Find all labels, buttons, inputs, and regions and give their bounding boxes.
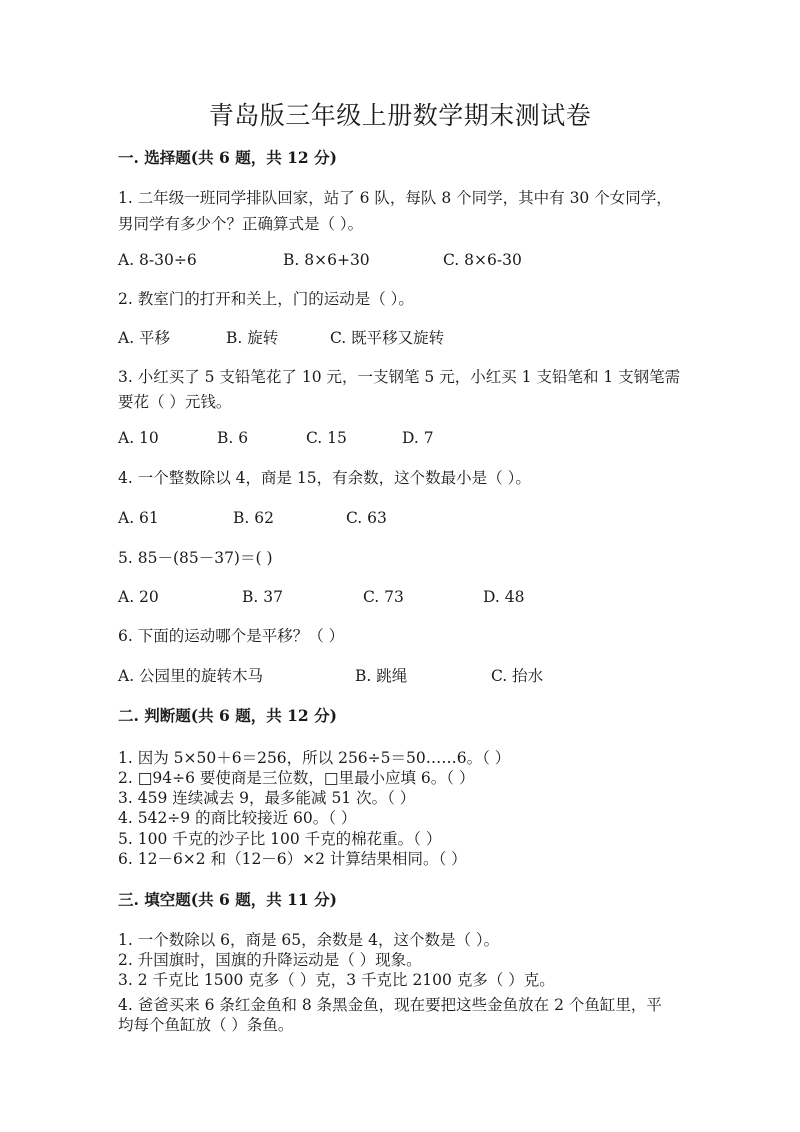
question-4-option-b: B. 62 (233, 509, 274, 527)
fill-item-4-line-1: 4. 爸爸买来 6 条红金鱼和 8 条黑金鱼，现在要把这些金鱼放在 2 个鱼缸里，平 (118, 996, 662, 1014)
question-4-option-a: A. 61 (118, 509, 159, 527)
question-5-option-c: C. 73 (363, 588, 404, 606)
question-6-option-a: A. 公园里的旋转木马 (118, 667, 264, 685)
question-3-option-c: C. 15 (306, 429, 347, 447)
question-3-line-2: 要花（ ）元钱。 (118, 393, 232, 411)
question-6-option-c: C. 抬水 (491, 667, 544, 685)
section-heading-fill-blank: 三. 填空题(共 6 题，共 11 分) (118, 890, 337, 909)
page-title: 青岛版三年级上册数学期末测试卷 (208, 101, 592, 130)
fill-item-4-line-2: 均每个鱼缸放（ ）条鱼。 (118, 1016, 294, 1034)
section-heading-true-false: 二. 判断题(共 6 题，共 12 分) (118, 706, 337, 725)
question-1-line-2: 男同学有多少个？正确算式是（ ）。 (118, 215, 364, 233)
question-1-option-a: A. 8-30÷6 (118, 251, 197, 269)
judge-item-5: 5. 100 千克的沙子比 100 千克的棉花重。（ ） (118, 830, 442, 848)
question-4-line-1: 4. 一个整数除以 4，商是 15，有余数，这个数最小是（ ）。 (118, 469, 531, 487)
judge-item-3: 3. 459 连续减去 9，最多能减 51 次。（ ） (118, 789, 416, 807)
question-3-line-1: 3. 小红买了 5 支铅笔花了 10 元，一支钢笔 5 元，小红买 1 支铅笔和 1 支钢笔需 (118, 368, 681, 386)
question-5-line-1: 5. 85－(85－37)＝( ) (118, 549, 273, 567)
question-5-option-b: B. 37 (242, 588, 283, 606)
question-3-option-d: D. 7 (402, 429, 434, 447)
question-1-option-c: C. 8×6-30 (443, 251, 522, 269)
section-heading-choice: 一. 选择题(共 6 题，共 12 分) (118, 148, 337, 167)
question-1-option-b: B. 8×6+30 (283, 251, 370, 269)
question-1-line-1: 1. 二年级一班同学排队回家，站了 6 队，每队 8 个同学，其中有 30 个女同学， (118, 189, 672, 207)
question-2-option-c: C. 既平移又旋转 (330, 329, 445, 347)
fill-item-3: 3. 2 千克比 1500 克多（ ）克，3 千克比 2100 克多（ ）克。 (118, 971, 555, 989)
question-3-option-b: B. 6 (217, 429, 249, 447)
judge-item-2: 2. □94÷6 要使商是三位数，□里最小应填 6。（ ） (118, 769, 475, 787)
judge-item-6: 6. 12－6×2 和（12－6）×2 计算结果相同。（ ） (118, 850, 467, 868)
fill-item-2: 2. 升国旗时，国旗的升降运动是（ ）现象。 (118, 951, 422, 969)
question-2-option-a: A. 平移 (118, 329, 171, 347)
question-5-option-d: D. 48 (483, 588, 525, 606)
question-2-option-b: B. 旋转 (226, 329, 279, 347)
question-3-option-a: A. 10 (118, 429, 159, 447)
judge-item-1: 1. 因为 5×50＋6＝256，所以 256÷5＝50……6。（ ） (118, 749, 511, 767)
question-4-option-c: C. 63 (346, 509, 387, 527)
fill-item-1: 1. 一个数除以 6，商是 65，余数是 4，这个数是（ ）。 (118, 931, 500, 949)
question-6-option-b: B. 跳绳 (355, 667, 408, 685)
question-5-option-a: A. 20 (118, 588, 159, 606)
judge-item-4: 4. 542÷9 的商比较接近 60。（ ） (118, 809, 357, 827)
question-6-line-1: 6. 下面的运动哪个是平移？（ ） (118, 627, 345, 645)
question-2-line-1: 2. 教室门的打开和关上，门的运动是（ ）。 (118, 290, 414, 308)
